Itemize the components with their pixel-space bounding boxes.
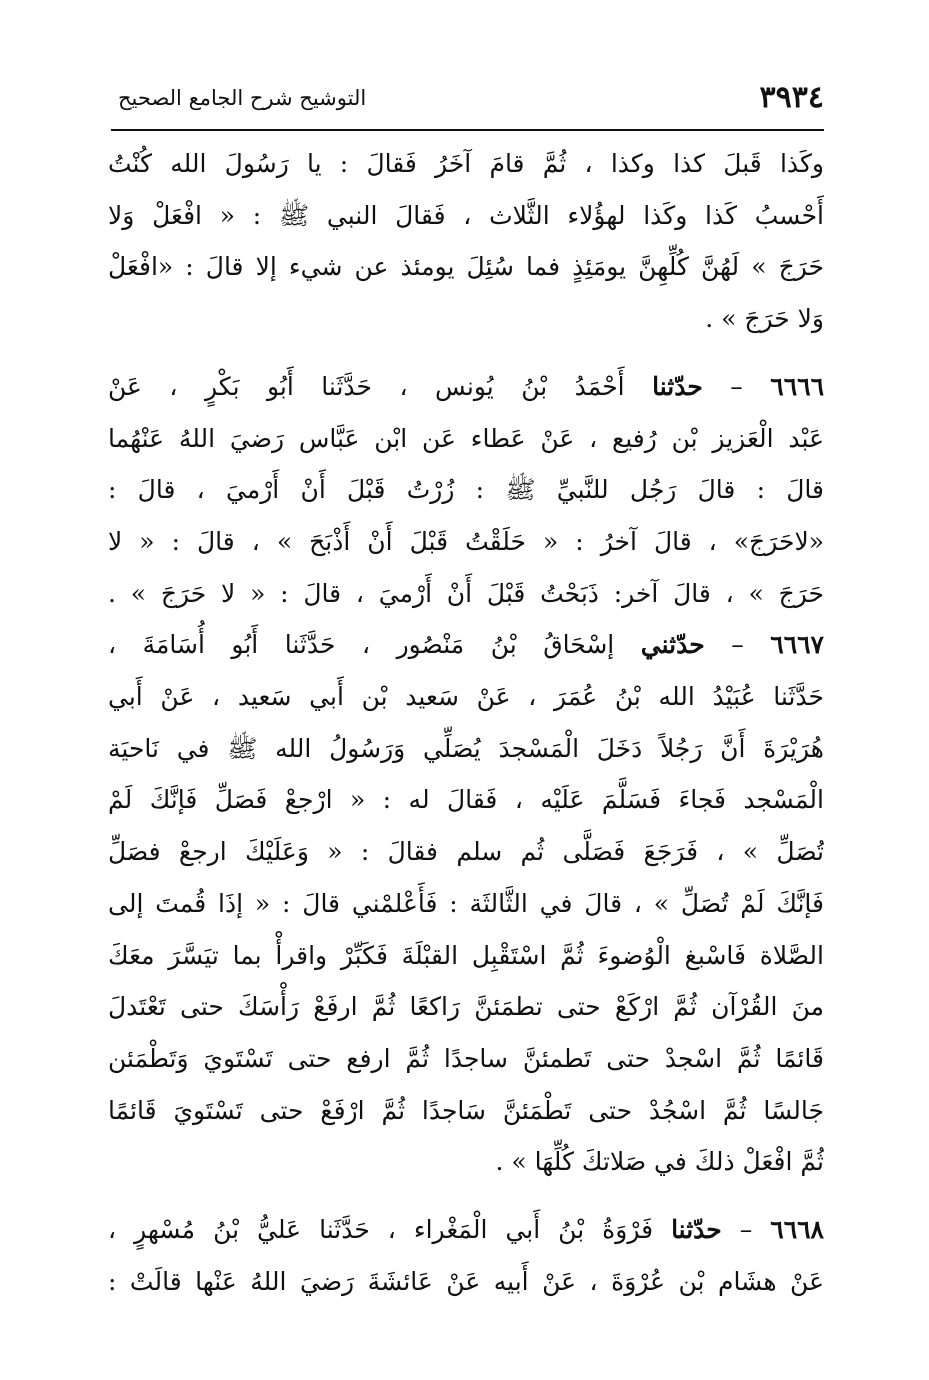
text-line: الْمَسْجد فَجاءَ فَسَلَّمَ عَلَيْه ، فَقالَ له : « ارْجعْ فَصَلِّ فَإنَّكَ لَمْ: [108, 785, 824, 815]
hadith-number: ٦٦٦٧: [770, 630, 824, 660]
hadith-6668: [108, 1204, 824, 1307]
text-line: قَائمًا ثُمَّ اسْجدْ حتى تَطمئنَّ ساجدًا ثُمَّ ارفع حتى تَسْتَويَ وَتَطْمَئن: [108, 1043, 824, 1073]
header-rule: [111, 129, 824, 131]
narration-keyword: حدّثني: [640, 630, 705, 660]
text-line: وكَذا قَبلَ كذا وكذا ، ثُمَّ قامَ آخَرُ فَقالَ : يا رَسُولَ الله كُنْتُ: [108, 149, 824, 178]
running-title: التوشيح شرح الجامع الصحيح: [118, 86, 367, 110]
body-text: [108, 138, 824, 1307]
paragraph-gap: [108, 1188, 824, 1204]
line-text: أَحْمَدُ بْنُ يُونس ، حَدَّثَنا أَبُو بَكْرٍ ، عَنْ: [108, 371, 625, 401]
hadith-number: ٦٦٦٦: [770, 371, 824, 401]
paragraph-continuation: [108, 138, 824, 345]
text-line: تُصَلِّ » ، فَرَجَعَ فَصَلَّى ثُم سلم فقالَ : « وَعَلَيْكَ ارجعْ فصَلِّ: [108, 837, 824, 867]
text-line: عَنْ هشَام بْن عُرْوَةَ ، عَنْ أَبيه عَنْ عَائشَةَ رَضيَ اللهُ عَنْها قالَتْ :: [108, 1266, 824, 1296]
page-header: [110, 78, 824, 126]
text-line: فَإنَّكَ لَمْ تُصَلِّ » ، قالَ في الثَّالثَة : فَأَعْلمْني قالَ : « إذَا قُمتَ إلى: [108, 888, 824, 918]
text-line: الصَّلاة فَاسْبغ الْوُضوءَ ثُمَّ اسْتَقْبِل القبْلَةَ فَكَبِّرْ واقرأْ بما تيَسَّرَ معَكَ: [108, 940, 824, 970]
hadith-6666: [108, 361, 824, 620]
text-line: ٦٦٦٧ – حدّثني إسْحَاقُ بْنُ مَنْصُور ، حَدَّثَنا أَبُو أُسَامَةَ ،: [108, 630, 824, 660]
hadith-6667: [108, 619, 824, 1188]
text-line: أَحْسبُ كَذا وكَذا لهؤُلاء الثَّلاث ، فَقالَ النبي ﷺ : « افْعَلْ وَلا: [108, 200, 824, 230]
text-line: حَرَجَ » لَهُنَّ كُلِّهِنَّ يومَئِذٍ فما سُئِلَ يومئذ عن شيء إلا قالَ : «افْعَلْ: [108, 252, 824, 282]
text-line: منَ القُرْآن ثُمَّ ارْكَعْ حتى تطمَئنَّ رَاكعًا ثُمَّ ارفَعْ رَأْسَكَ حتى تَعْتَدلَ: [108, 992, 824, 1022]
narration-keyword: حدّثنا: [652, 371, 703, 401]
text-line: عَبْد الْعَزيز بْن رُفيع ، عَنْ عَطاء عَن ابْن عَبَّاس رَضيَ اللهُ عَنْهُما: [108, 423, 824, 453]
text-line: ثُمَّ افْعَلْ ذلكَ في صَلاتكَ كُلِّهَا » .: [495, 1147, 824, 1177]
text-line: هُرَيْرَةَ أَنَّ رَجُلاً دَخَلَ الْمَسْجدَ يُصَلِّي وَرَسُولُ الله ﷺ في نَاحيَة: [108, 733, 824, 763]
text-line: ٦٦٦٨ – حدّثنا فَرْوَةُ بْنُ أَبي الْمَغْراء ، حَدَّثَنا عَليُّ بْنُ مُسْهرٍ ،: [108, 1215, 824, 1245]
text-line: حَدَّثَنا عُبَيْدُ الله بْنُ عُمَرَ ، عَنْ سَعيد بْن أَبي سَعيد ، عَنْ أَبي: [108, 682, 824, 712]
hadith-number: ٦٦٦٨: [770, 1215, 824, 1245]
paragraph-gap: [108, 345, 824, 361]
line-text: إسْحَاقُ بْنُ مَنْصُور ، حَدَّثَنا أَبُو أُسَامَةَ ،: [108, 630, 615, 660]
line-text: فَرْوَةُ بْنُ أَبي الْمَغْراء ، حَدَّثَنا عَليُّ بْنُ مُسْهرٍ ،: [108, 1215, 654, 1245]
text-line: قالَ : قالَ رَجُل للنَّبيِّ ﷺ : زُرْتُ قَبْلَ أَنْ أَرْميَ ، قالَ :: [108, 475, 824, 505]
text-line: «لاحَرَجَ» ، قالَ آخرُ : « حَلَقْتُ قَبْلَ أَنْ أَذْبَحَ » ، قالَ : « لا: [108, 526, 824, 556]
text-line: حَرَجَ » ، قالَ آخر: ذَبَحْتُ قَبْلَ أَنْ أَرْميَ ، قالَ : « لا حَرَجَ » .: [108, 578, 824, 608]
narration-keyword: حدّثنا: [671, 1215, 722, 1245]
text-line: جَالسًا ثُمَّ اسْجُدْ حتى تَطْمَئنَّ سَاجدًا ثُمَّ ارْفَعْ حتى تَسْتَويَ قَائمًا: [108, 1095, 824, 1125]
text-line: وَلا حَرَجَ » .: [705, 304, 824, 334]
page-number: ٣٩٣٤: [759, 80, 824, 115]
text-line: ٦٦٦٦ – حدّثنا أَحْمَدُ بْنُ يُونس ، حَدَّثَنا أَبُو بَكْرٍ ، عَنْ: [108, 371, 824, 401]
